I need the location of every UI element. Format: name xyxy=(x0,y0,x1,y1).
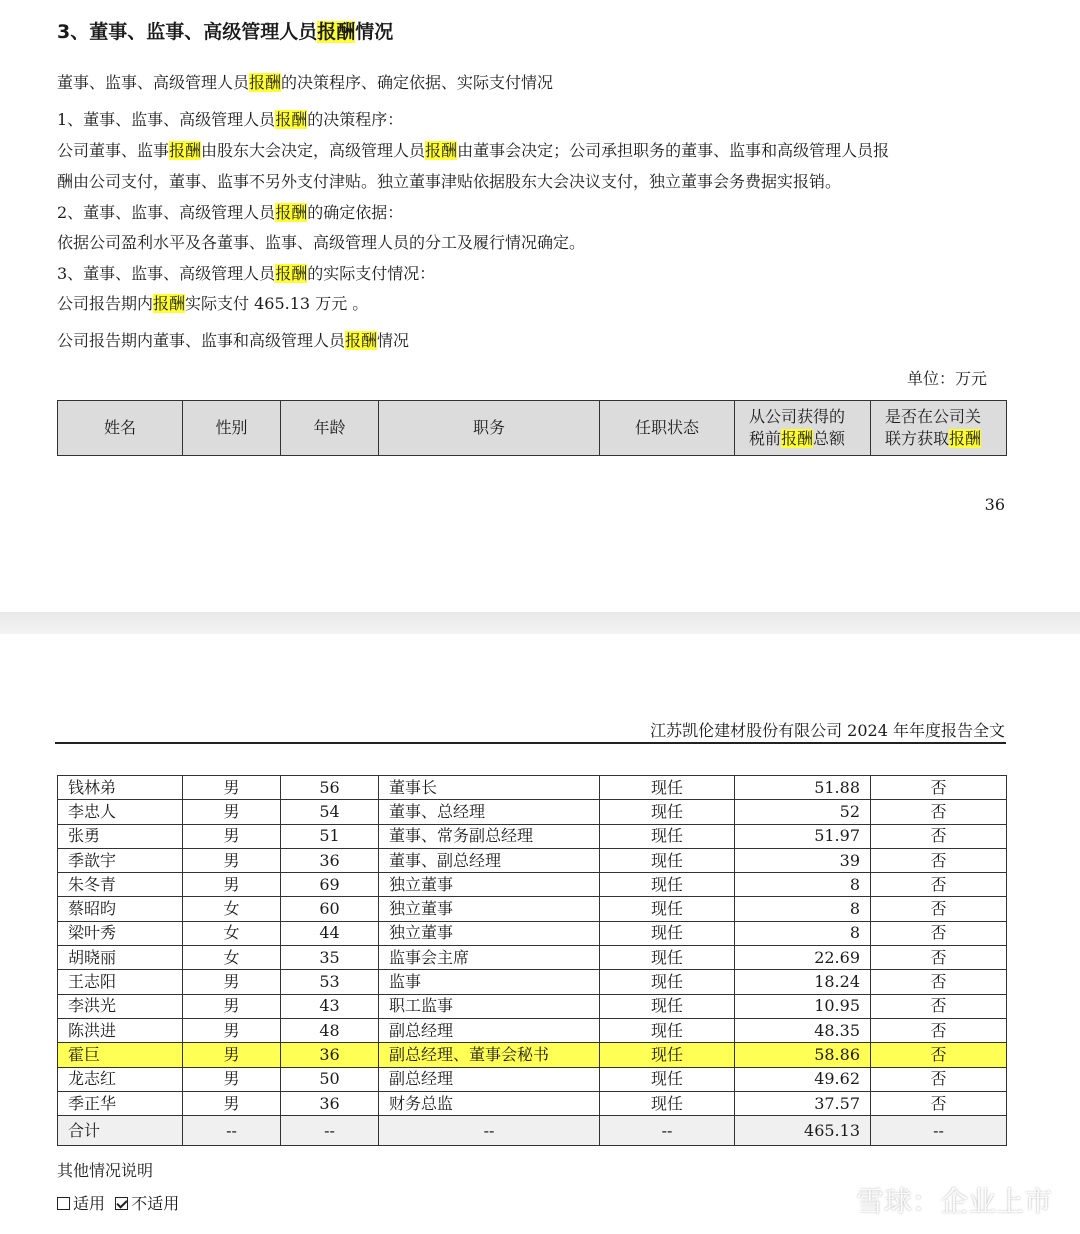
cell-gender: 男 xyxy=(183,1018,281,1042)
cell-age: 43 xyxy=(281,994,379,1018)
applicable-checkbox[interactable] xyxy=(57,1197,70,1210)
cell-related: 否 xyxy=(871,824,1007,848)
cell-status: 现任 xyxy=(600,946,735,970)
watermark: 雪球：企业上市 xyxy=(814,1180,1052,1220)
cell-name: 季正华 xyxy=(58,1091,183,1115)
header-name: 姓名 xyxy=(58,401,183,456)
cell-name: 合计 xyxy=(58,1116,183,1146)
cell-related: 否 xyxy=(871,873,1007,897)
table-row xyxy=(58,1018,1007,1042)
cell-related: 否 xyxy=(871,848,1007,872)
cell-related: 否 xyxy=(871,921,1007,945)
cell-pay: 39 xyxy=(735,848,871,872)
paragraph-payment-body: 公司报告期内报酬实际支付 465.13 万元 。 xyxy=(57,294,369,313)
cell-age: 53 xyxy=(281,970,379,994)
table-row xyxy=(58,776,1007,800)
cell-status: 现任 xyxy=(600,1043,735,1067)
table-row xyxy=(58,994,1007,1018)
cell-position: 副总经理 xyxy=(379,1067,600,1091)
cell-age: 56 xyxy=(281,776,379,800)
cell-related: 否 xyxy=(871,994,1007,1018)
table-row xyxy=(58,848,1007,872)
cell-related: -- xyxy=(871,1116,1007,1146)
cell-position: 董事、总经理 xyxy=(379,800,600,824)
cell-status: 现任 xyxy=(600,1091,735,1115)
paragraph-decision-body-1: 公司董事、监事报酬由股东大会决定，高级管理人员报酬由董事会决定；公司承担职务的董事、监事和高级管理人员报 xyxy=(57,141,890,160)
report-page-36 xyxy=(0,0,1080,612)
header-related-party: 是否在公司关 联方获取报酬 xyxy=(871,401,1007,456)
table-total-row xyxy=(58,1116,1007,1146)
paragraph-basis-title: 2、董事、监事、高级管理人员报酬的确定依据： xyxy=(57,203,404,222)
cell-position: 独立董事 xyxy=(379,921,600,945)
cell-status: 现任 xyxy=(600,970,735,994)
cell-pay: 58.86 xyxy=(735,1043,871,1067)
paragraph-basis-body: 依据公司盈利水平及各董事、监事、高级管理人员的分工及履行情况确定。 xyxy=(57,233,586,252)
cell-age: 44 xyxy=(281,921,379,945)
cell-position: 财务总监 xyxy=(379,1091,600,1115)
cell-position: 董事、常务副总经理 xyxy=(379,824,600,848)
cell-gender: 男 xyxy=(183,800,281,824)
cell-pay: 8 xyxy=(735,921,871,945)
cell-pay: 48.35 xyxy=(735,1018,871,1042)
cell-related: 否 xyxy=(871,897,1007,921)
table-row xyxy=(58,824,1007,848)
cell-position: 董事、副总经理 xyxy=(379,848,600,872)
cell-pay: 49.62 xyxy=(735,1067,871,1091)
cell-position: 监事 xyxy=(379,970,600,994)
cell-status: 现任 xyxy=(600,897,735,921)
cell-name: 钱林弟 xyxy=(58,776,183,800)
cell-status: 现任 xyxy=(600,1067,735,1091)
paragraph-table-caption: 公司报告期内董事、监事和高级管理人员报酬情况 xyxy=(57,331,410,350)
cell-related: 否 xyxy=(871,1067,1007,1091)
cell-related: 否 xyxy=(871,1091,1007,1115)
table-row xyxy=(58,897,1007,921)
cell-name: 李忠人 xyxy=(58,800,183,824)
cell-age: 50 xyxy=(281,1067,379,1091)
cell-status: 现任 xyxy=(600,824,735,848)
cell-gender: 男 xyxy=(183,824,281,848)
applicable-label: 适用 xyxy=(73,1194,106,1213)
cell-pay: 18.24 xyxy=(735,970,871,994)
cell-gender: 女 xyxy=(183,921,281,945)
cell-pay: 22.69 xyxy=(735,946,871,970)
cell-name: 陈洪进 xyxy=(58,1018,183,1042)
compensation-table-header xyxy=(57,400,1007,456)
cell-age: 36 xyxy=(281,1091,379,1115)
unit-label: 单位：万元 xyxy=(906,369,987,388)
header-position: 职务 xyxy=(379,401,600,456)
cell-gender: 男 xyxy=(183,873,281,897)
cell-gender: 男 xyxy=(183,1043,281,1067)
cell-age: 51 xyxy=(281,824,379,848)
cell-age: 60 xyxy=(281,897,379,921)
other-note-label: 其他情况说明 xyxy=(57,1161,154,1180)
cell-name: 蔡昭昀 xyxy=(58,897,183,921)
applicability-options xyxy=(57,1191,179,1214)
cell-pay: 10.95 xyxy=(735,994,871,1018)
cell-name: 季歆宇 xyxy=(58,848,183,872)
cell-age: 36 xyxy=(281,1043,379,1067)
cell-related: 否 xyxy=(871,800,1007,824)
cell-gender: 男 xyxy=(183,970,281,994)
not-applicable-checkbox[interactable] xyxy=(115,1197,128,1210)
cell-pay: 37.57 xyxy=(735,1091,871,1115)
table-row xyxy=(58,946,1007,970)
table-row xyxy=(58,1091,1007,1115)
table-row xyxy=(58,873,1007,897)
cell-name: 龙志红 xyxy=(58,1067,183,1091)
cell-status: 现任 xyxy=(600,994,735,1018)
cell-status: 现任 xyxy=(600,776,735,800)
company-report-header: 江苏凯伦建材股份有限公司 2024 年年度报告全文 xyxy=(650,721,1005,740)
cell-position: 副总经理、董事会秘书 xyxy=(379,1043,600,1067)
cell-name: 朱冬青 xyxy=(58,873,183,897)
cell-pay: 465.13 xyxy=(735,1116,871,1146)
table-row xyxy=(58,1043,1007,1067)
header-rule xyxy=(55,742,1006,744)
cell-age: 36 xyxy=(281,848,379,872)
cell-related: 否 xyxy=(871,1043,1007,1067)
cell-name: 霍巨 xyxy=(58,1043,183,1067)
cell-gender: 男 xyxy=(183,994,281,1018)
header-age: 年龄 xyxy=(281,401,379,456)
page-number: 36 xyxy=(984,495,1005,514)
report-page-37 xyxy=(0,634,1080,1234)
cell-related: 否 xyxy=(871,946,1007,970)
cell-pay: 51.97 xyxy=(735,824,871,848)
cell-related: 否 xyxy=(871,970,1007,994)
cell-gender: 男 xyxy=(183,848,281,872)
header-status: 任职状态 xyxy=(600,401,735,456)
table-row xyxy=(58,970,1007,994)
cell-gender: 男 xyxy=(183,776,281,800)
section-heading: 3、董事、监事、高级管理人员报酬情况 xyxy=(57,21,394,43)
table-row xyxy=(58,800,1007,824)
paragraph-payment-title: 3、董事、监事、高级管理人员报酬的实际支付情况： xyxy=(57,264,436,283)
cell-position: 独立董事 xyxy=(379,897,600,921)
header-pretax-pay: 从公司获得的 税前报酬总额 xyxy=(735,401,871,456)
cell-status: 现任 xyxy=(600,873,735,897)
cell-status: 现任 xyxy=(600,848,735,872)
cell-name: 王志阳 xyxy=(58,970,183,994)
cell-position: 职工监事 xyxy=(379,994,600,1018)
cell-gender: 女 xyxy=(183,946,281,970)
cell-name: 李洪光 xyxy=(58,994,183,1018)
cell-gender: 女 xyxy=(183,897,281,921)
cell-status: 现任 xyxy=(600,1018,735,1042)
cell-name: 胡晓丽 xyxy=(58,946,183,970)
cell-position: 董事长 xyxy=(379,776,600,800)
cell-gender: 男 xyxy=(183,1067,281,1091)
table-row xyxy=(58,1067,1007,1091)
cell-age: 54 xyxy=(281,800,379,824)
paragraph-decision-body-2: 酬由公司支付，董事、监事不另外支付津贴。独立董事津贴依据股东大会决议支付，独立董事会务费据实报销。 xyxy=(57,172,842,191)
cell-position: 副总经理 xyxy=(379,1018,600,1042)
table-row xyxy=(58,921,1007,945)
cell-related: 否 xyxy=(871,776,1007,800)
cell-position: -- xyxy=(379,1116,600,1146)
cell-pay: 8 xyxy=(735,897,871,921)
cell-status: 现任 xyxy=(600,800,735,824)
cell-gender: -- xyxy=(183,1116,281,1146)
compensation-table xyxy=(57,775,1007,1146)
cell-status: -- xyxy=(600,1116,735,1146)
cell-pay: 51.88 xyxy=(735,776,871,800)
cell-related: 否 xyxy=(871,1018,1007,1042)
cell-gender: 男 xyxy=(183,1091,281,1115)
header-gender: 性别 xyxy=(183,401,281,456)
page-separator xyxy=(0,612,1080,634)
cell-position: 监事会主席 xyxy=(379,946,600,970)
cell-name: 梁叶秀 xyxy=(58,921,183,945)
cell-position: 独立董事 xyxy=(379,873,600,897)
cell-age: 69 xyxy=(281,873,379,897)
cell-name: 张勇 xyxy=(58,824,183,848)
cell-age: -- xyxy=(281,1116,379,1146)
cell-status: 现任 xyxy=(600,921,735,945)
cell-age: 48 xyxy=(281,1018,379,1042)
paragraph-decision-title: 1、董事、监事、高级管理人员报酬的决策程序： xyxy=(57,110,404,129)
cell-pay: 52 xyxy=(735,800,871,824)
not-applicable-label: 不适用 xyxy=(131,1194,180,1213)
cell-age: 35 xyxy=(281,946,379,970)
paragraph-summary: 董事、监事、高级管理人员报酬的决策程序、确定依据、实际支付情况 xyxy=(57,73,554,92)
xueqiu-logo-icon xyxy=(814,1183,848,1217)
cell-pay: 8 xyxy=(735,873,871,897)
